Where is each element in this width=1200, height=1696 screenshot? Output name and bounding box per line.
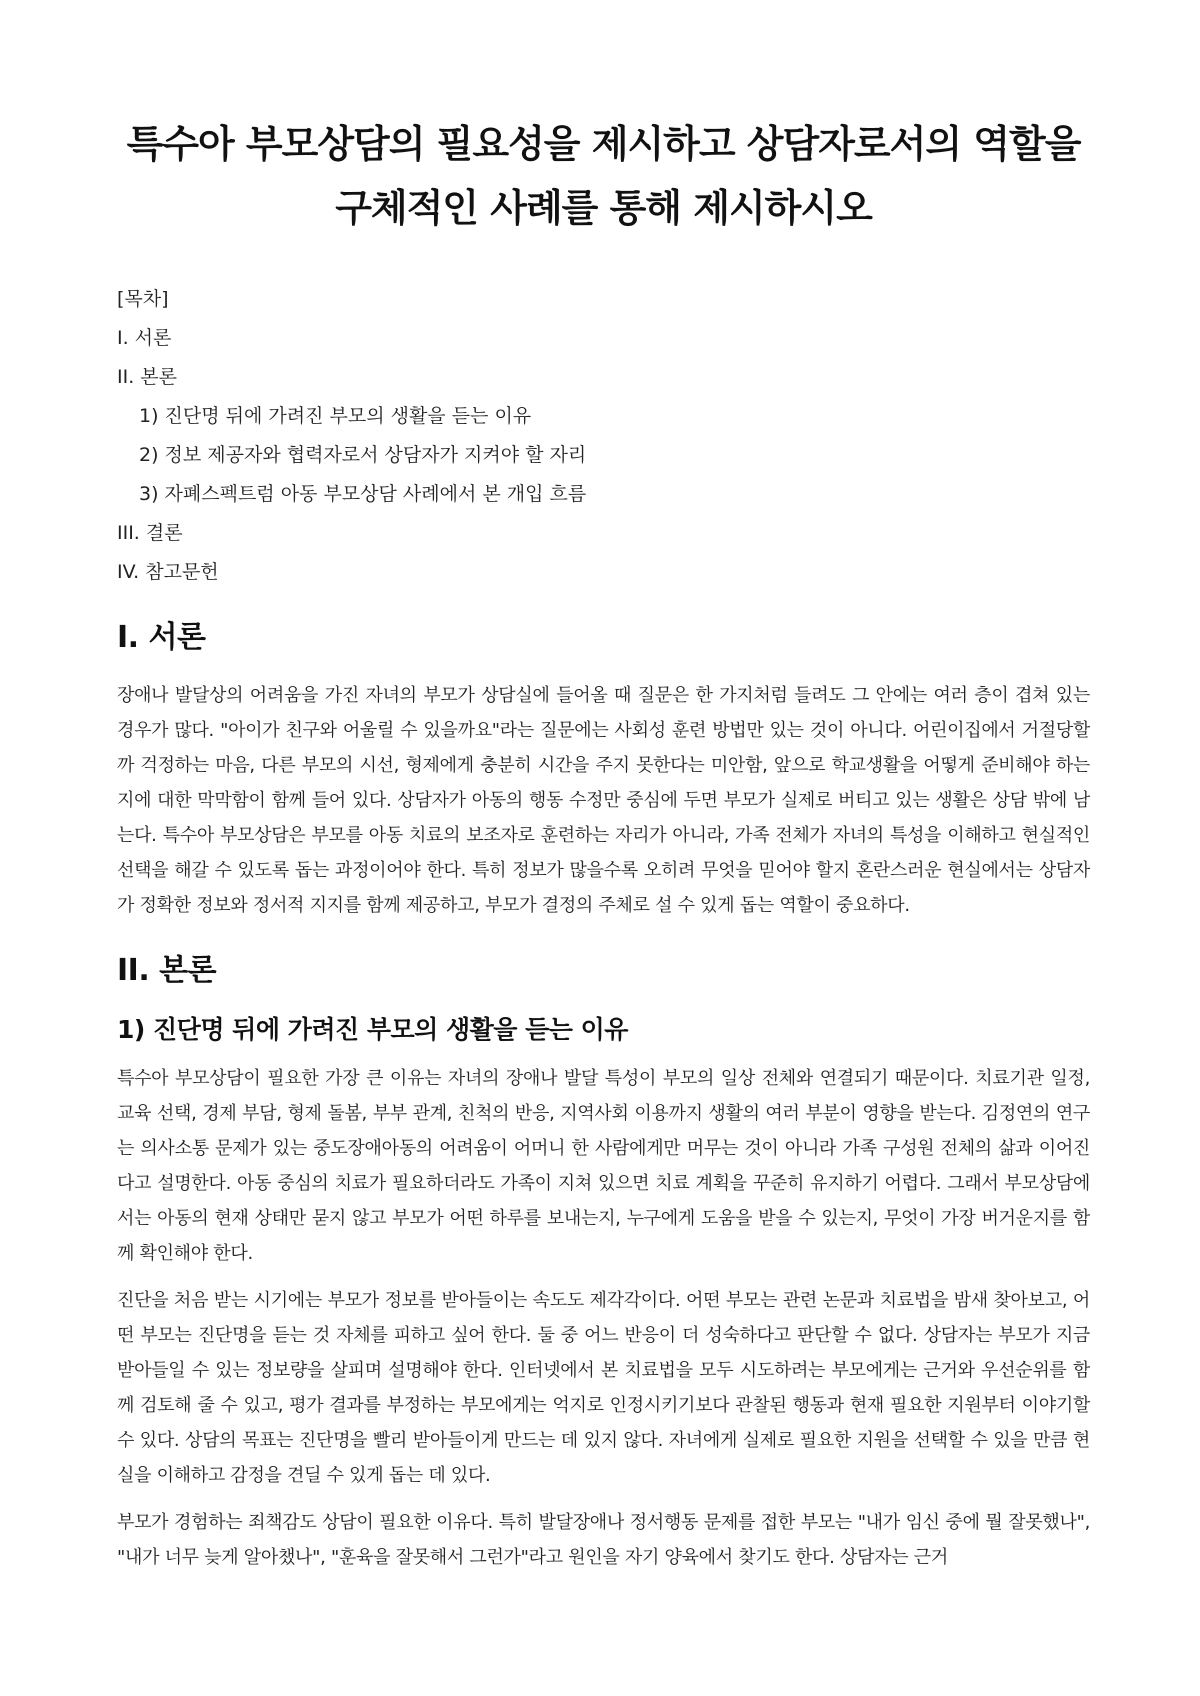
toc-item: III. 결론 — [117, 522, 183, 544]
section-heading: I. 서론 — [117, 620, 206, 655]
body-paragraph: 특수아 부모상담이 필요한 가장 큰 이유는 자녀의 장애나 발달 특성이 부모의 일상 전체와 연결되기 때문이다. 치료기관 일정, 교육 선택, 경제 부담, 형제 돌봄, 부부 관계, 친척의 반응, 지역사회 이용까지 생활의 여러 부분이 영향을 받는다. 김정연의 연구는 의사소통 문제가 있는 중도장애아동의 어려움이 어머니 한 사람에게만 머무는 것이 아니라 가족 구성원 전체의 삶과 이어진다고 설명한다. 아동 중심의 치료가 필요하더라도 가족이 지쳐 있으면 치료 계획을 꾸준히 유지하기 어렵다. 그래서 부모상담에서는 아동의 현재 상태만 묻지 않고 부모가 어떤 하루를 보내는지, 누구에게 도움을 받을 수 있는지, 무엇이 가장 버거운지를 함께 확인해야 한다. — [117, 1068, 1090, 1264]
introduction-section — [117, 616, 1090, 923]
toc-subitem: 1) 진단명 뒤에 가려진 부모의 생활을 듣는 이유 — [139, 405, 532, 427]
subsection-heading: 1) 진단명 뒤에 가려진 부모의 생활을 듣는 이유 — [117, 1015, 628, 1044]
toc-item: II. 본론 — [117, 366, 177, 388]
toc-item: IV. 참고문헌 — [117, 561, 219, 583]
body-paragraph: 부모가 경험하는 죄책감도 상담이 필요한 이유다. 특히 발달장애나 정서행동 문제를 접한 부모는 "내가 임신 중에 뭘 잘못했나", "내가 너무 늦게 알아챘나", "훈육을 잘못해서 그런가"라고 원인을 자기 양육에서 찾기도 한다. 상담자는 근거 — [117, 1512, 1090, 1568]
toc-subitem: 3) 자폐스펙트럼 아동 부모상담 사례에서 본 개입 흐름 — [139, 483, 587, 505]
section-heading: II. 본론 — [117, 953, 217, 988]
document-title: 특수아 부모상담의 필요성을 제시하고 상담자로서의 역할을 구체적인 사례를 통해 제시하시오 — [126, 122, 1081, 230]
main-body-section — [117, 949, 1090, 1575]
body-paragraph: 장애나 발달상의 어려움을 가진 자녀의 부모가 상담실에 들어올 때 질문은 한 가지처럼 들려도 그 안에는 여러 층이 겹쳐 있는 경우가 많다. "아이가 친구와 어울릴 수 있을까요"라는 질문에는 사회성 훈련 방법만 있는 것이 아니다. 어린이집에서 거절당할까 걱정하는 마음, 다른 부모의 시선, 형제에게 충분히 시간을 주지 못한다는 미안함, 앞으로 학교생활을 어떻게 준비해야 하는지에 대한 막막함이 함께 들어 있다. 상담자가 아동의 행동 수정만 중심에 두면 부모가 실제로 버티고 있는 생활은 상담 밖에 남는다. 특수아 부모상담은 부모를 아동 치료의 보조자로 훈련하는 자리가 아니라, 가족 전체가 자녀의 특성을 이해하고 현실적인 선택을 해갈 수 있도록 돕는 과정이어야 한다. 특히 정보가 많을수록 오히려 무엇을 믿어야 할지 혼란스러운 현실에서는 상담자가 정확한 정보와 정서적 지지를 함께 제공하고, 부모가 결정의 주체로 설 수 있게 돕는 역할이 중요하다. — [117, 685, 1090, 916]
body-paragraph: 진단을 처음 받는 시기에는 부모가 정보를 받아들이는 속도도 제각각이다. 어떤 부모는 관련 논문과 치료법을 밤새 찾아보고, 어떤 부모는 진단명을 듣는 것 자체를 피하고 싶어 한다. 둘 중 어느 반응이 더 성숙하다고 판단할 수 없다. 상담자는 부모가 지금 받아들일 수 있는 정보량을 살피며 설명해야 한다. 인터넷에서 본 치료법을 모두 시도하려는 부모에게는 근거와 우선순위를 함께 검토해 줄 수 있고, 평가 결과를 부정하는 부모에게는 억지로 인정시키기보다 관찰된 행동과 현재 필요한 지원부터 이야기할 수 있다. 상담의 목표는 진단명을 빨리 받아들이게 만드는 데 있지 않다. 자녀에게 실제로 필요한 지원을 선택할 수 있을 만큼 현실을 이해하고 감정을 견딜 수 있게 돕는 데 있다. — [117, 1290, 1090, 1486]
toc-subitem: 2) 정보 제공자와 협력자로서 상담자가 지켜야 할 자리 — [139, 444, 587, 466]
toc-heading: [목차] — [117, 288, 169, 310]
toc-item: I. 서론 — [117, 327, 172, 349]
table-of-contents — [117, 280, 1090, 592]
